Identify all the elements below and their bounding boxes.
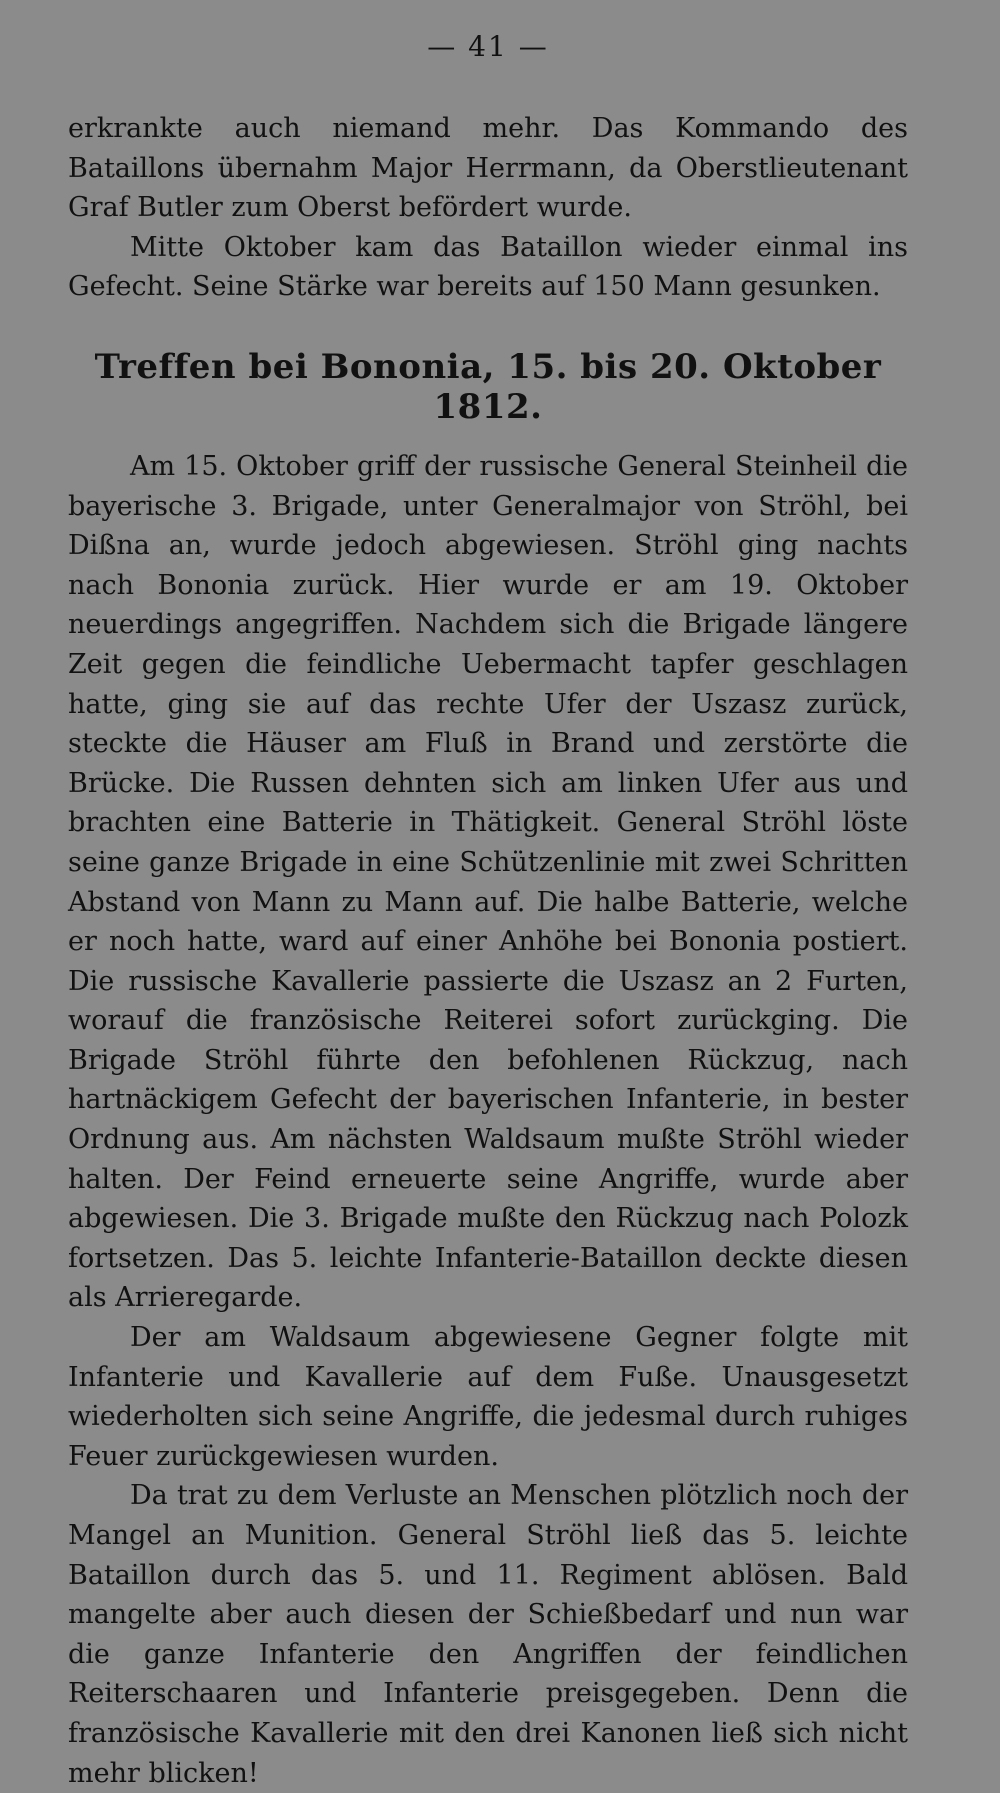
paragraph-battle-account: Am 15. Oktober griff der russische General Steinheil die bayerische 3. Brigade, unter Generalmajor von Ströhl, bei Dißna an, wurde jedoch abgewiesen. Ströhl ging nachts nach Bononia zurück. Hier wurde er am 19. Oktober neuerdings angegriffen. Nachdem sich die Brigade längere Zeit gegen die feindliche Uebermacht tapfer geschlagen hatte, ging sie auf das rechte Ufer der Uszasz zurück, steckte die Häuser am Fluß in Brand und zerstörte die Brücke. Die Russen dehnten sich am linken Ufer aus und brachten eine Batterie in Thätigkeit. General Ströhl löste seine ganze Brigade in eine Schützenlinie mit zwei Schritten Abstand von Mann zu Mann auf. Die halbe Batterie, welche er noch hatte, ward auf einer Anhöhe bei Bononia postiert. Die russische Kavallerie passierte die Uszasz an 2 Furten, worauf die französische Reiterei sofort zurückging. Die Brigade Ströhl führte den befohlenen Rückzug, nach hartnäckigem Gefecht der bayerischen Infanterie, in bester Ordnung aus. Am nächsten Waldsaum mußte Ströhl wieder halten. Der Feind erneuerte seine Angriffe, wurde aber abgewiesen. Die 3. Brigade mußte den Rückzug nach Polozk fortsetzen. Das 5. leichte Infanterie-Bataillon deckte diesen als Arrieregarde. [68,450,908,1314]
paragraph-ammunition-shortage: Da trat zu dem Verluste an Menschen plötzlich noch der Mangel an Munition. General Ströhl ließ das 5. leichte Bataillon durch das 5. und 11. Regiment ablösen. Bald mangelte aber auch diesen der Schießbedarf und nun war die ganze Infanterie den Angriffen der feindlichen Reiterschaaren und Infanterie preisgegeben. Denn die französische Kavallerie mit den drei Kanonen ließ sich nicht mehr blicken! [68,1480,908,1789]
section-heading: Treffen bei Bononia, 15. bis 20. Oktober 1812. [94,346,882,427]
page-number: — 41 — [427,30,549,63]
paragraph-mid-october: Mitte Oktober kam das Bataillon wieder einmal ins Gefecht. Seine Stärke war bereits auf 150 Mann gesunken. [68,231,908,303]
paragraph-pursuit: Der am Waldsaum abgewiesene Gegner folgte mit Infanterie und Kavallerie auf dem Fuße. Unausgesetzt wiederholten sich seine Angriffe, die jedesmal durch ruhiges Feuer zurückgewiesen wurden. [68,1322,908,1472]
paragraph-continuation: erkrankte auch niemand mehr. Das Kommando des Bataillons übernahm Major Herrmann, da Oberstlieutenant Graf Butler zum Oberst befördert wurde. [68,113,908,224]
book-page [68,30,908,1793]
